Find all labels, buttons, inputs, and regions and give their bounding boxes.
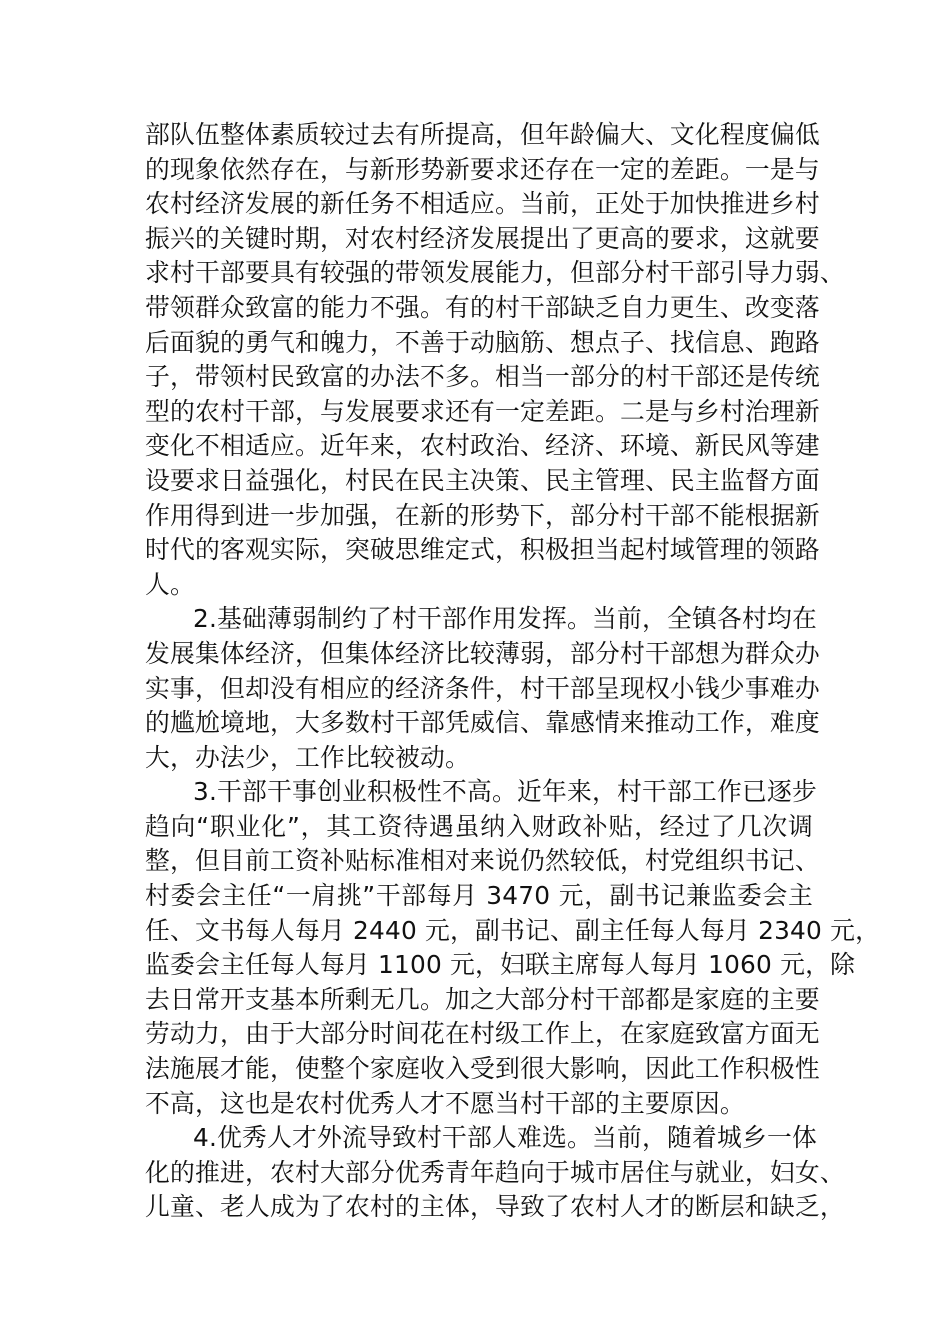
text-line: 劳动力，由于大部分时间花在村级工作上，在家庭致富方面无 (145, 1019, 820, 1049)
text-line: 时代的客观实际，突破思维定式，积极担当起村域管理的领路 (145, 535, 820, 565)
text-line: 变化不相适应。近年来，农村政治、经济、环境、新民风等建 (145, 431, 820, 461)
text-line: 的现象依然存在，与新形势新要求还存在一定的差距。一是与 (145, 154, 820, 184)
text-line: 设要求日益强化，村民在民主决策、民主管理、民主监督方面 (145, 465, 820, 495)
text-line: 监委会主任每人每月 1100 元，妇联主席每人每月 1060 元，除 (145, 950, 856, 980)
text-line: 不高，这也是农村优秀人才不愿当村干部的主要原因。 (145, 1088, 745, 1118)
text-line: 部队伍整体素质较过去有所提高，但年龄偏大、文化程度偏低 (145, 120, 820, 149)
text-line: 趋向“职业化”，其工资待遇虽纳入财政补贴，经过了几次调 (145, 811, 813, 841)
text-line: 后面貌的勇气和魄力，不善于动脑筋、想点子、找信息、跑路 (145, 327, 820, 357)
text-line: 整，但目前工资补贴标准相对来说仍然较低，村党组织书记、 (145, 846, 820, 876)
text-line: 求村干部要具有较强的带领发展能力，但部分村干部引导力弱、 (145, 258, 845, 288)
text-line: 子，带领村民致富的办法不多。相当一部分的村干部还是传统 (145, 362, 820, 392)
text-line: 法施展才能，使整个家庭收入受到很大影响，因此工作积极性 (145, 1054, 820, 1084)
text-line: 振兴的关键时期，对农村经济发展提出了更高的要求，这就要 (145, 223, 820, 253)
body-text (145, 118, 881, 1225)
text-line: 农村经济发展的新任务不相适应。当前，正处于加快推进乡村 (145, 189, 820, 219)
text-line: 大，办法少，工作比较被动。 (145, 742, 470, 772)
text-line: 的尴尬境地，大多数村干部凭威信、靠感情来推动工作，难度 (145, 708, 820, 738)
paragraph-4-first-line: 4.优秀人才外流导致村干部人难选。当前，随着城乡一体 (193, 1123, 817, 1153)
text-line: 型的农村干部，与发展要求还有一定差距。二是与乡村治理新 (145, 396, 820, 426)
text-line: 作用得到进一步加强，在新的形势下，部分村干部不能根据新 (145, 500, 820, 530)
text-line: 村委会主任“一肩挑”干部每月 3470 元，副书记兼监委会主 (145, 881, 813, 911)
text-line: 实事，但却没有相应的经济条件，村干部呈现权小钱少事难办 (145, 673, 820, 703)
text-line: 发展集体经济，但集体经济比较薄弱，部分村干部想为群众办 (145, 638, 820, 668)
paragraph-3-first-line: 3.干部干事创业积极性不高。近年来，村干部工作已逐步 (193, 777, 817, 807)
text-line: 去日常开支基本所剩无几。加之大部分村干部都是家庭的主要 (145, 984, 820, 1014)
text-line: 人。 (145, 569, 195, 599)
text-line: 任、文书每人每月 2440 元，副书记、副主任每人每月 2340 元， (145, 915, 881, 945)
text-line: 带领群众致富的能力不强。有的村干部缺乏自力更生、改变落 (145, 292, 820, 322)
text-line: 儿童、老人成为了农村的主体，导致了农村人才的断层和缺乏， (145, 1192, 845, 1222)
text-line: 化的推进，农村大部分优秀青年趋向于城市居住与就业，妇女、 (145, 1157, 845, 1187)
paragraph-2-first-line: 2.基础薄弱制约了村干部作用发挥。当前，全镇各村均在 (193, 604, 817, 634)
